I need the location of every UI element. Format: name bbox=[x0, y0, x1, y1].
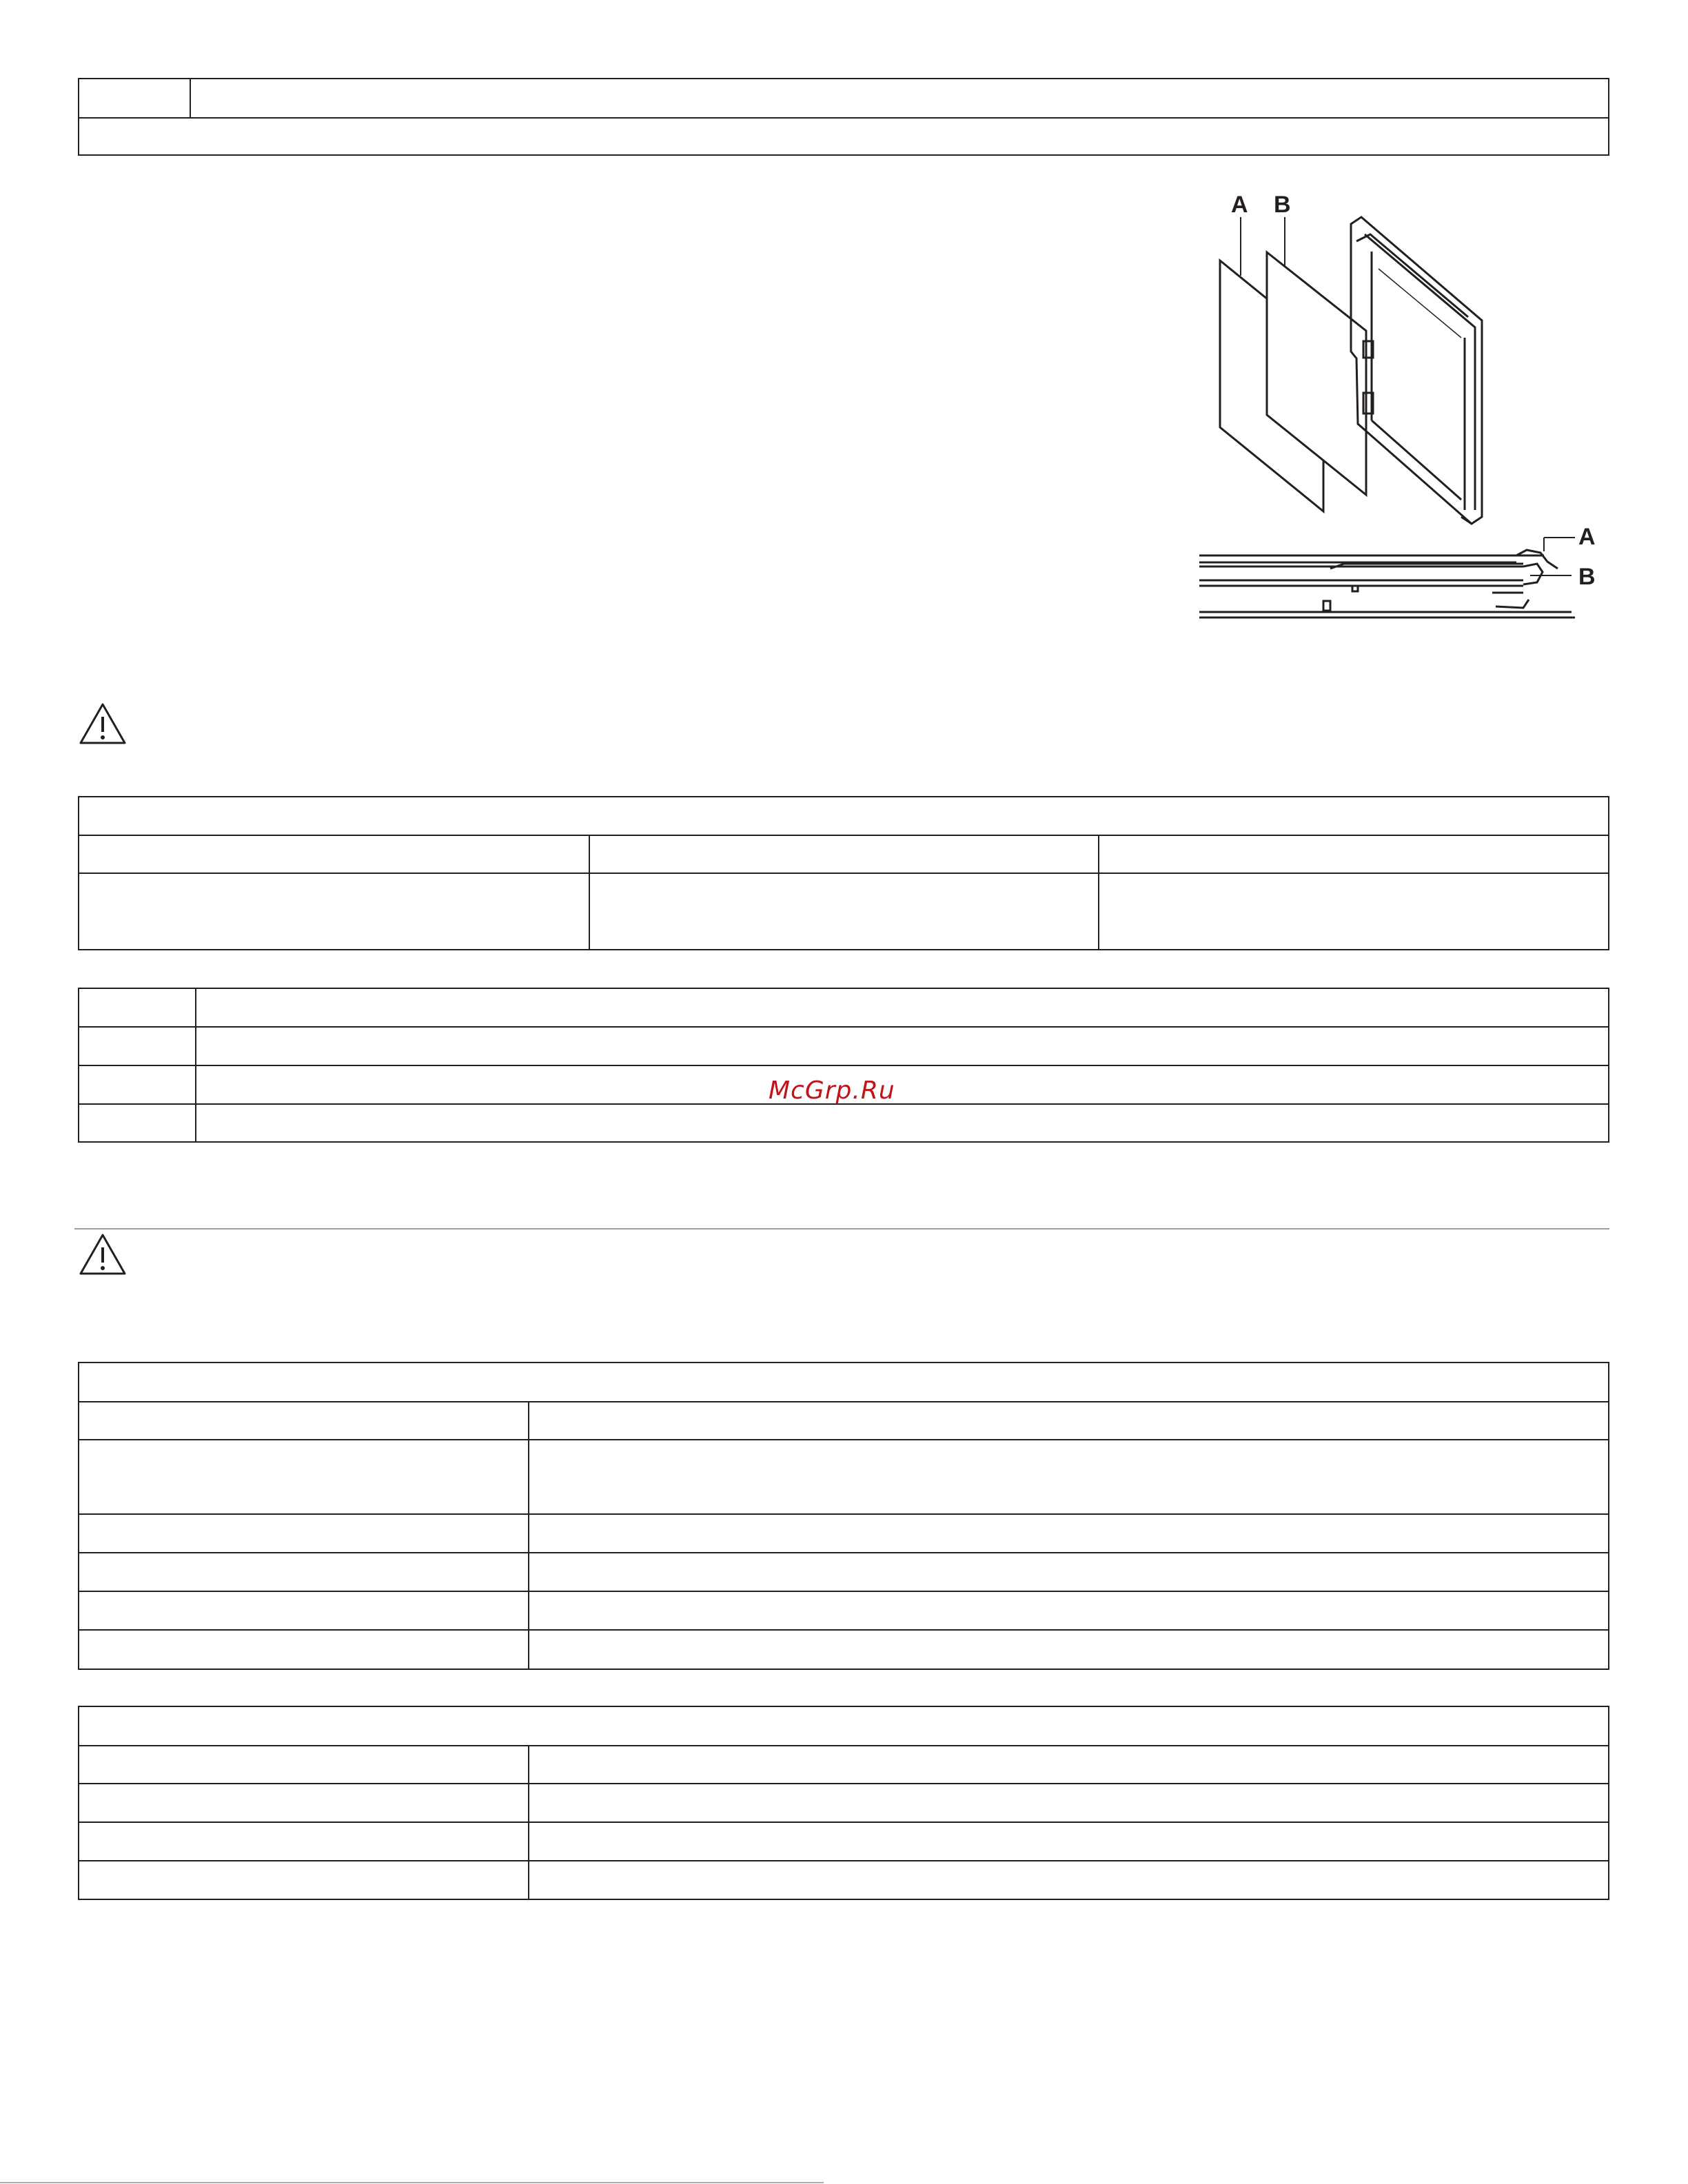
table-row bbox=[79, 1552, 1608, 1553]
detail-callout-b-label: B bbox=[1578, 564, 1596, 590]
table-row bbox=[79, 1629, 1608, 1631]
table-three-column bbox=[78, 796, 1609, 950]
table-three-column-col-divider bbox=[589, 835, 590, 950]
warning-triangle-icon bbox=[78, 1232, 128, 1276]
table-row bbox=[79, 1745, 1608, 1746]
table-row bbox=[79, 1860, 1608, 1861]
table-row bbox=[79, 1026, 1608, 1028]
detail-callout-a-label: A bbox=[1578, 524, 1596, 550]
table-four-row bbox=[78, 988, 1609, 1143]
table-row bbox=[79, 1439, 1608, 1440]
table-two-column-a bbox=[78, 1362, 1609, 1670]
header-table-col-divider bbox=[190, 79, 191, 117]
table-row bbox=[79, 1591, 1608, 1592]
header-table bbox=[78, 78, 1609, 156]
table-two-column-a-col-divider bbox=[528, 1401, 529, 1670]
table-four-row-col-divider bbox=[195, 989, 196, 1141]
table-three-column-row-divider bbox=[79, 872, 1608, 874]
table-row bbox=[79, 1783, 1608, 1784]
warning-triangle-icon bbox=[78, 702, 128, 746]
table-three-column-row-divider bbox=[79, 835, 1608, 836]
table-row bbox=[79, 1065, 1608, 1066]
watermark: McGrp.Ru bbox=[769, 1076, 895, 1105]
footer-rule bbox=[0, 2182, 824, 2183]
callout-a-label: A bbox=[1231, 192, 1248, 218]
oven-door-glass-figure bbox=[1199, 186, 1613, 627]
table-two-column-b bbox=[78, 1706, 1609, 1900]
door-cross-section-detail bbox=[1199, 550, 1575, 618]
table-row bbox=[79, 1401, 1608, 1402]
table-row bbox=[79, 1821, 1608, 1823]
table-two-column-b-col-divider bbox=[528, 1745, 529, 1900]
section-divider bbox=[74, 1228, 1609, 1229]
oven-door-frame bbox=[1351, 217, 1482, 524]
header-table-row-divider bbox=[79, 117, 1608, 119]
callout-b-label: B bbox=[1274, 192, 1291, 218]
table-three-column-col-divider bbox=[1098, 835, 1099, 950]
table-row bbox=[79, 1513, 1608, 1515]
